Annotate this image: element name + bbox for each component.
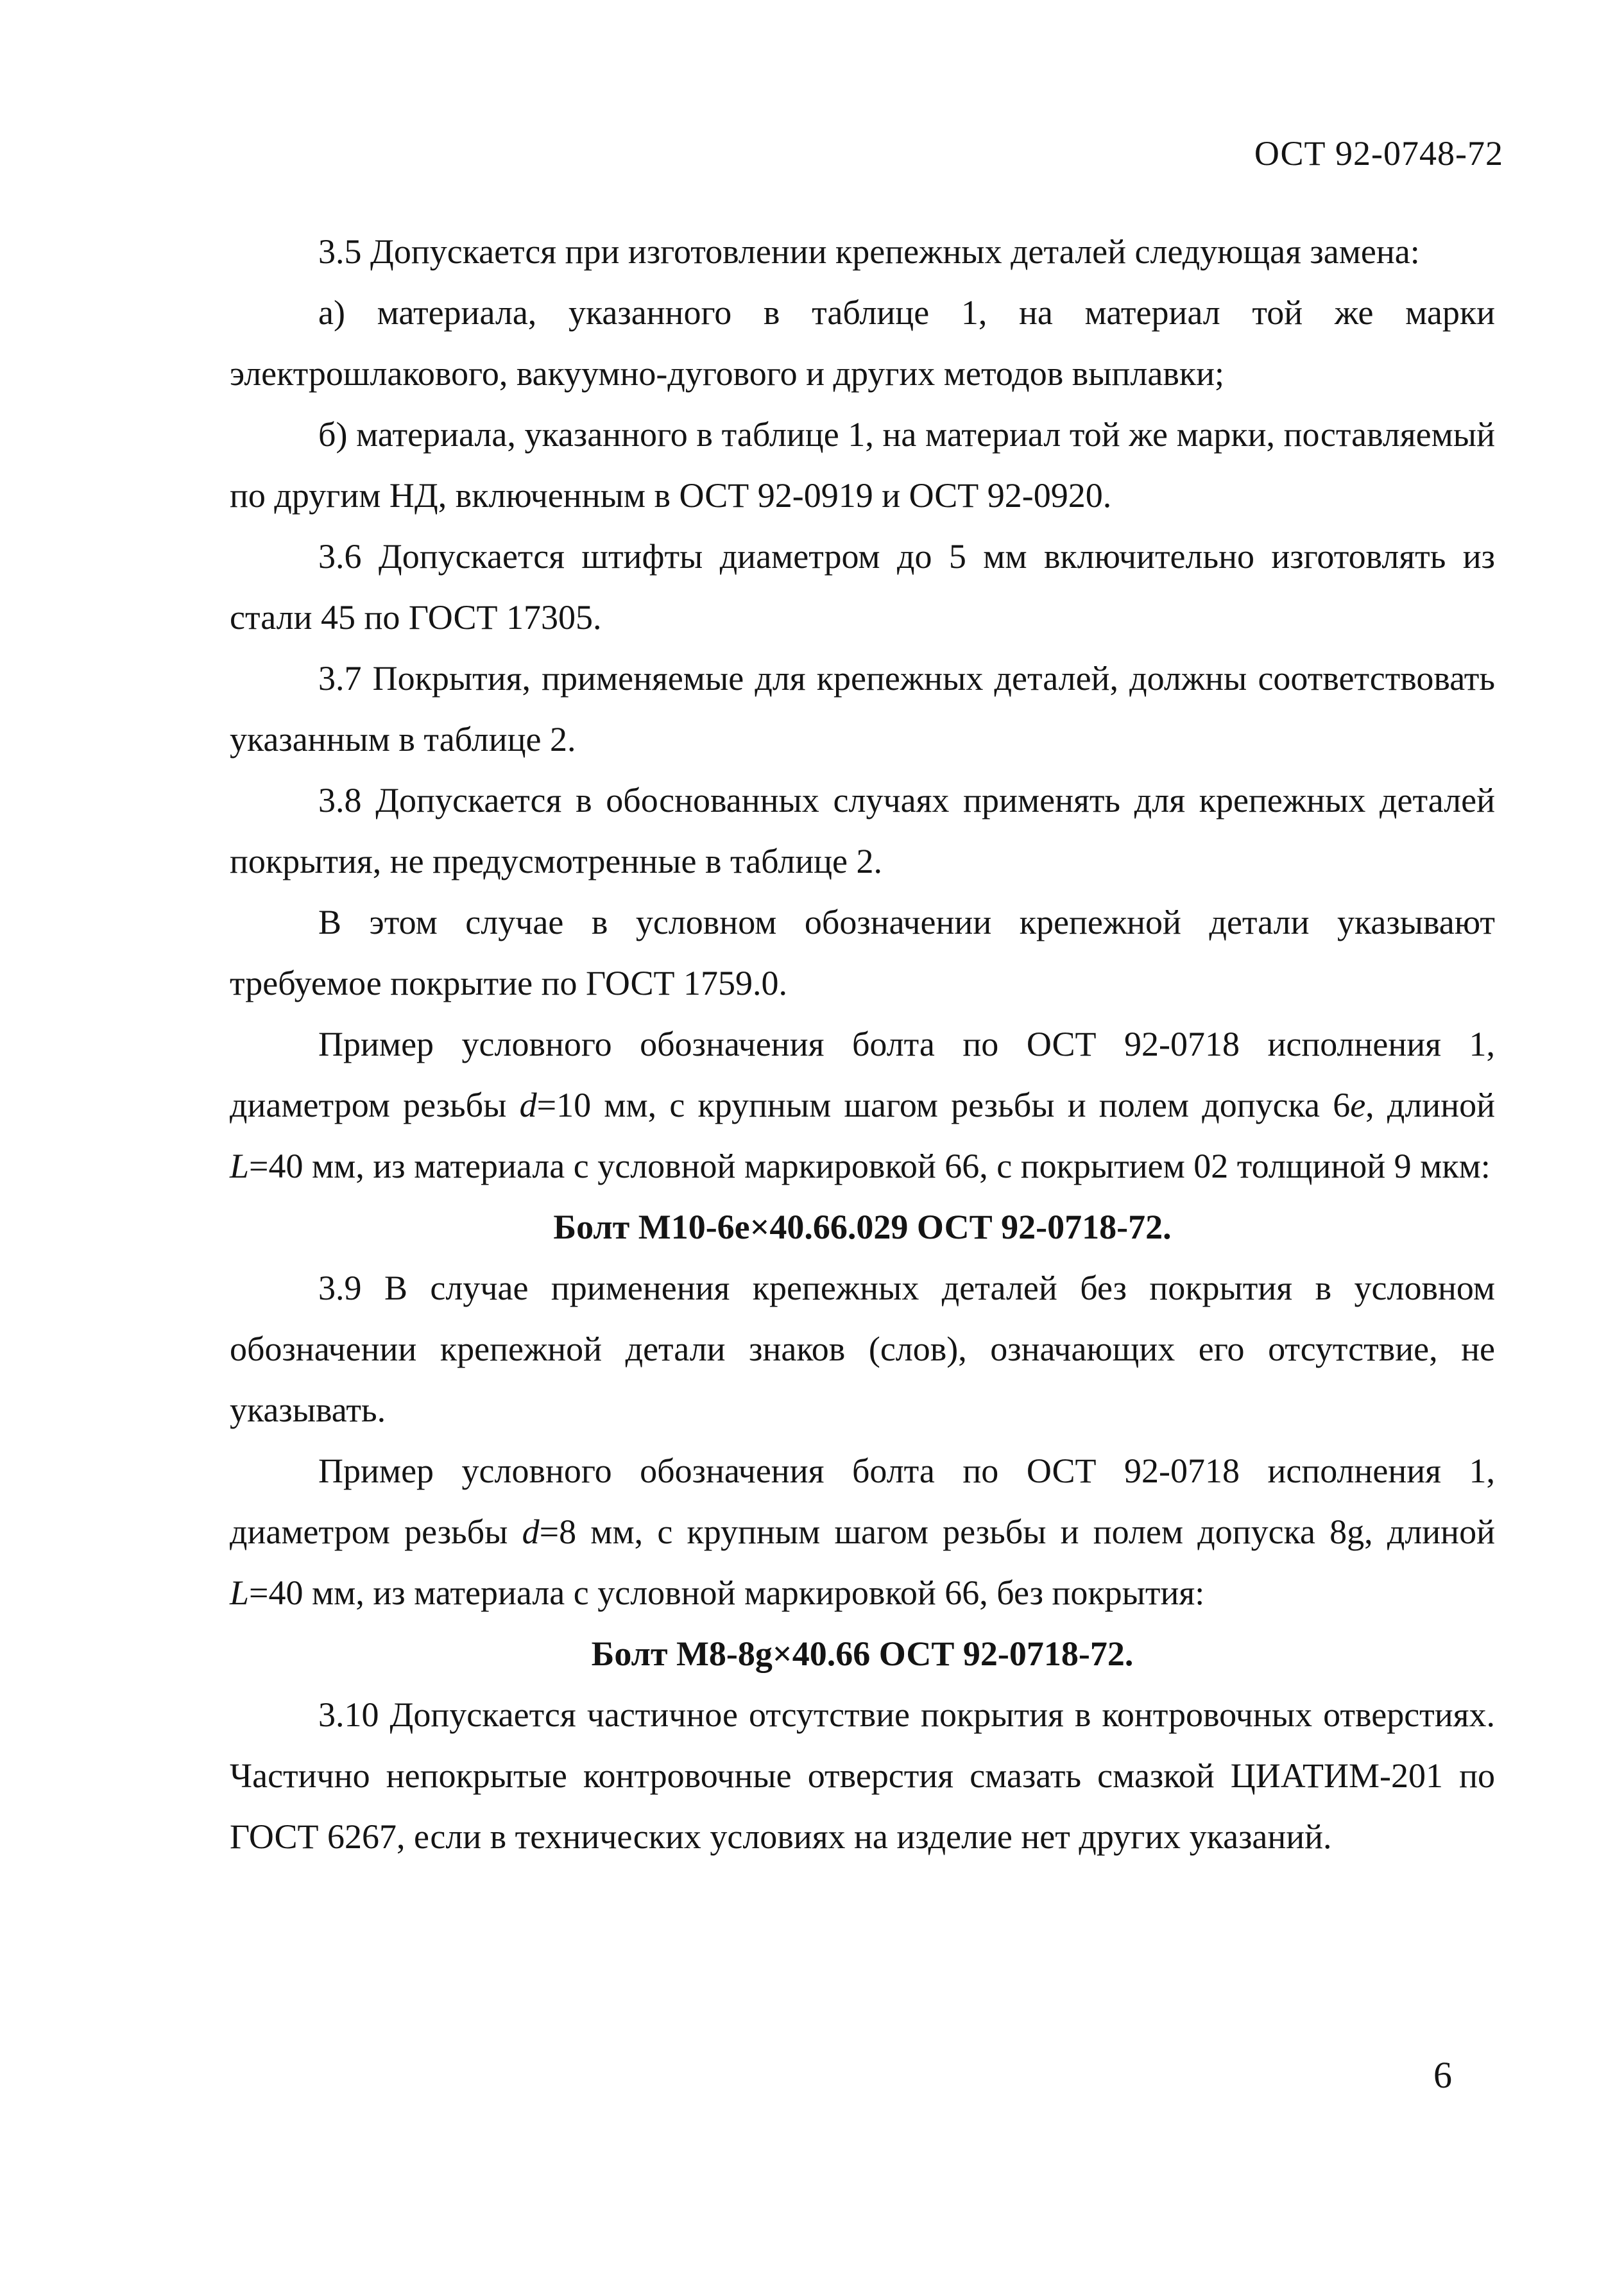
example-1-symbol-l: L bbox=[230, 1147, 250, 1185]
example-1-part-b: =10 мм, с крупным шагом резьбы и полем допуска 6 bbox=[536, 1086, 1351, 1124]
example-1-tail: =40 мм, из материала с условной маркировкой 66, с покрытием 02 толщиной 9 мкм: bbox=[249, 1147, 1491, 1185]
example-1-part-c: , длиной bbox=[1365, 1086, 1495, 1124]
clause-3-9: 3.9 В случае применения крепежных деталей без покрытия в условном обозначении крепежной детали знаков (слов), означающих его отсутствие, не указывать. bbox=[230, 1269, 1495, 1429]
clause-3-7: 3.7 Покрытия, применяемые для крепежных деталей, должны соответствовать указанным в таблице 2. bbox=[230, 659, 1495, 759]
example-2-tail: =40 мм, из материала с условной маркировкой 66, без покрытия: bbox=[249, 1574, 1205, 1612]
clause-3-5-item-a: а) материала, указанного в таблице 1, на материал той же марки электрошлакового, вакуумно-дугового и других методов выплавки; bbox=[230, 293, 1495, 393]
clause-3-10: 3.10 Допускается частичное отсутствие покрытия в контровочных отверстиях. Частично непокрытые контровочные отверстия смазать смазкой ЦИАТИМ-201 по ГОСТ 6267, если в технических условиях на изделие нет других указаний. bbox=[230, 1695, 1495, 1856]
example-2-text bbox=[230, 1441, 1495, 1624]
clause-3-8: 3.8 Допускается в обоснованных случаях применять для крепежных деталей покрытия, не предусмотренные в таблице 2. bbox=[230, 781, 1495, 880]
designation-example-1: Болт М10-6е×40.66.029 ОСТ 92-0718-72. bbox=[553, 1208, 1172, 1246]
clause-3-8-note: В этом случае в условном обозначении крепежной детали указывают требуемое покрытие по ГОСТ 1759.0. bbox=[230, 903, 1495, 1002]
page-number: 6 bbox=[1433, 2054, 1452, 2096]
example-2-symbol-d: d bbox=[522, 1513, 540, 1551]
example-2-part-a: Пример условного обозначения болта по ОСТ 92-0718 исполнения 1, диаметром резьбы bbox=[230, 1452, 1495, 1551]
example-2-part-b: =8 мм, с крупным шагом резьбы и полем допуска 8g, длиной bbox=[539, 1513, 1495, 1551]
example-1-symbol-d: d bbox=[519, 1086, 537, 1124]
designation-example-2: Болт М8-8g×40.66 ОСТ 92-0718-72. bbox=[591, 1634, 1134, 1673]
example-1-symbol-e: е bbox=[1350, 1086, 1366, 1124]
example-1-text bbox=[230, 1014, 1495, 1197]
clause-3-6: 3.6 Допускается штифты диаметром до 5 мм включительно изготовлять из стали 45 по ГОСТ 17305. bbox=[230, 537, 1495, 637]
example-2-symbol-l: L bbox=[230, 1574, 250, 1612]
clause-3-5: 3.5 Допускается при изготовлении крепежных деталей следующая замена: bbox=[318, 232, 1420, 271]
example-1-part-a: Пример условного обозначения болта по ОСТ 92-0718 исполнения 1, диаметром резьбы bbox=[230, 1025, 1495, 1124]
document-code-header: ОСТ 92-0748-72 bbox=[1254, 134, 1503, 173]
clause-3-5-item-b: б) материала, указанного в таблице 1, на материал той же марки, поставляемый по другим НД, включенным в ОСТ 92-0919 и ОСТ 92-0920. bbox=[230, 415, 1495, 515]
document-body bbox=[230, 221, 1495, 1867]
